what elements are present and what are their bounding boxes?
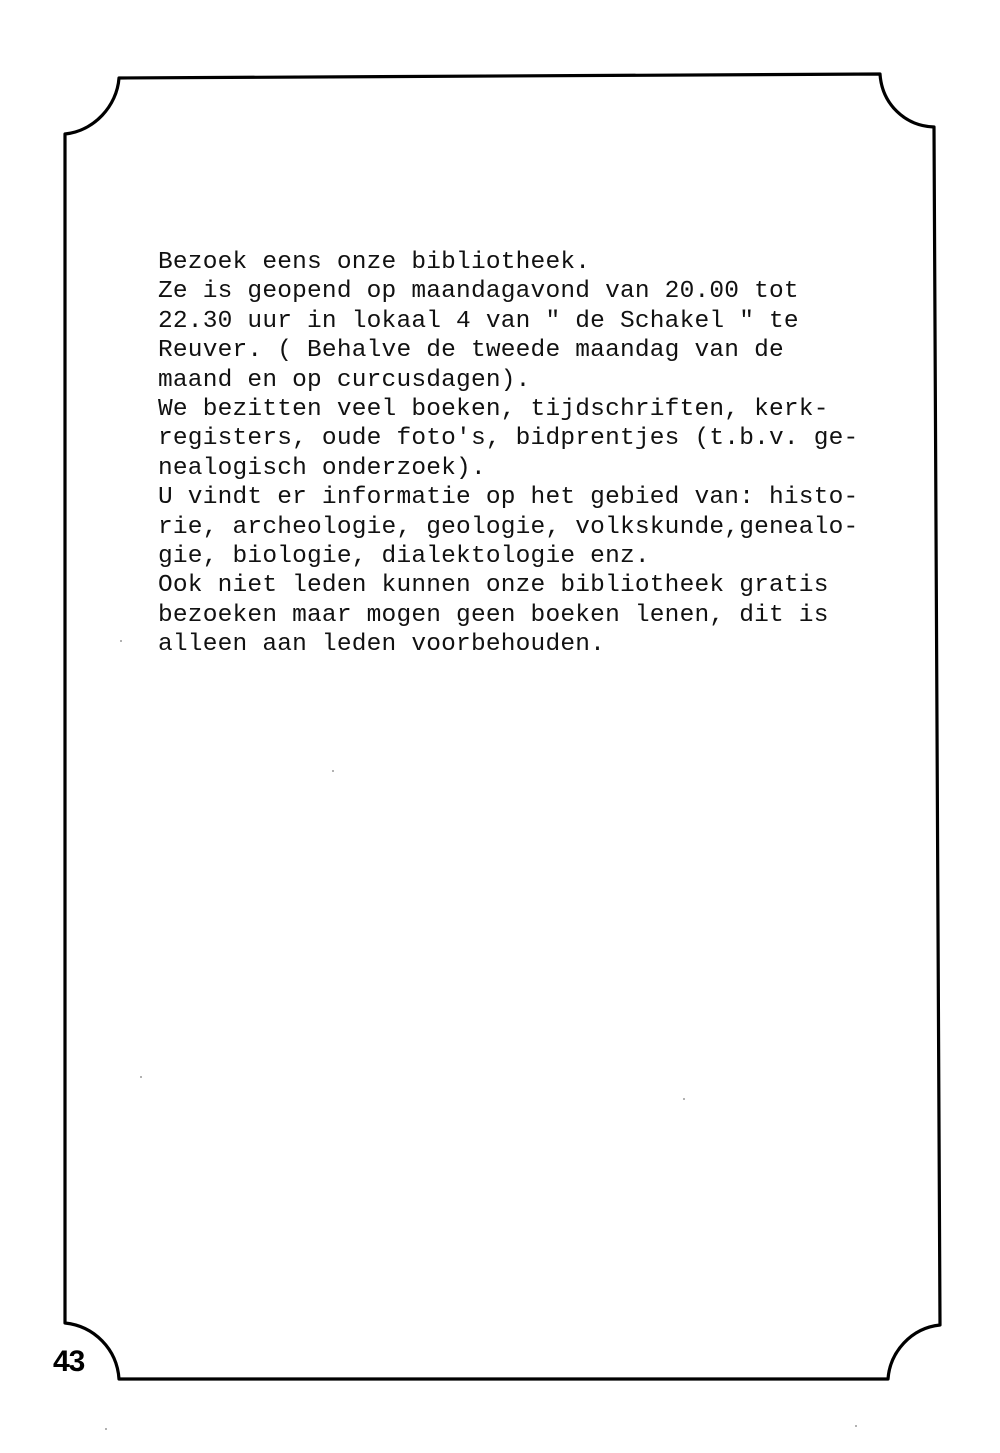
page-number: 43 <box>53 1345 85 1378</box>
library-announcement-text <box>158 248 918 660</box>
text-line: nealogisch onderzoek). <box>158 454 486 482</box>
text-line: We bezitten veel boeken, tijdschriften, kerk- <box>158 396 829 424</box>
text-line: gie, biologie, dialektologie enz. <box>158 543 650 571</box>
text-line: Ook niet leden kunnen onze bibliotheek gratis <box>158 572 829 600</box>
text-line: alleen aan leden voorbehouden. <box>158 631 606 659</box>
text-line: Ze is geopend op maandagavond van 20.00 tot <box>158 278 799 306</box>
text-line: bezoeken maar mogen geen boeken lenen, dit is <box>158 601 829 629</box>
paper-speck <box>140 1076 142 1078</box>
text-line: registers, oude foto's, bidprentjes (t.b.v. ge- <box>158 425 859 453</box>
text-line: U vindt er informatie op het gebied van: histo- <box>158 484 859 512</box>
text-line: maand en op curcusdagen). <box>158 366 531 394</box>
paper-speck <box>683 1098 685 1100</box>
paper-speck <box>855 1425 857 1427</box>
paper-speck <box>105 1428 107 1430</box>
text-line: Bezoek eens onze bibliotheek. <box>158 249 591 276</box>
paper-speck <box>332 770 334 772</box>
text-line: rie, archeologie, geologie, volkskunde,genealo- <box>158 513 859 541</box>
text-line: Reuver. ( Behalve de tweede maandag van de <box>158 337 784 365</box>
paper-speck <box>120 640 122 642</box>
text-line: 22.30 uur in lokaal 4 van " de Schakel " te <box>158 307 799 335</box>
